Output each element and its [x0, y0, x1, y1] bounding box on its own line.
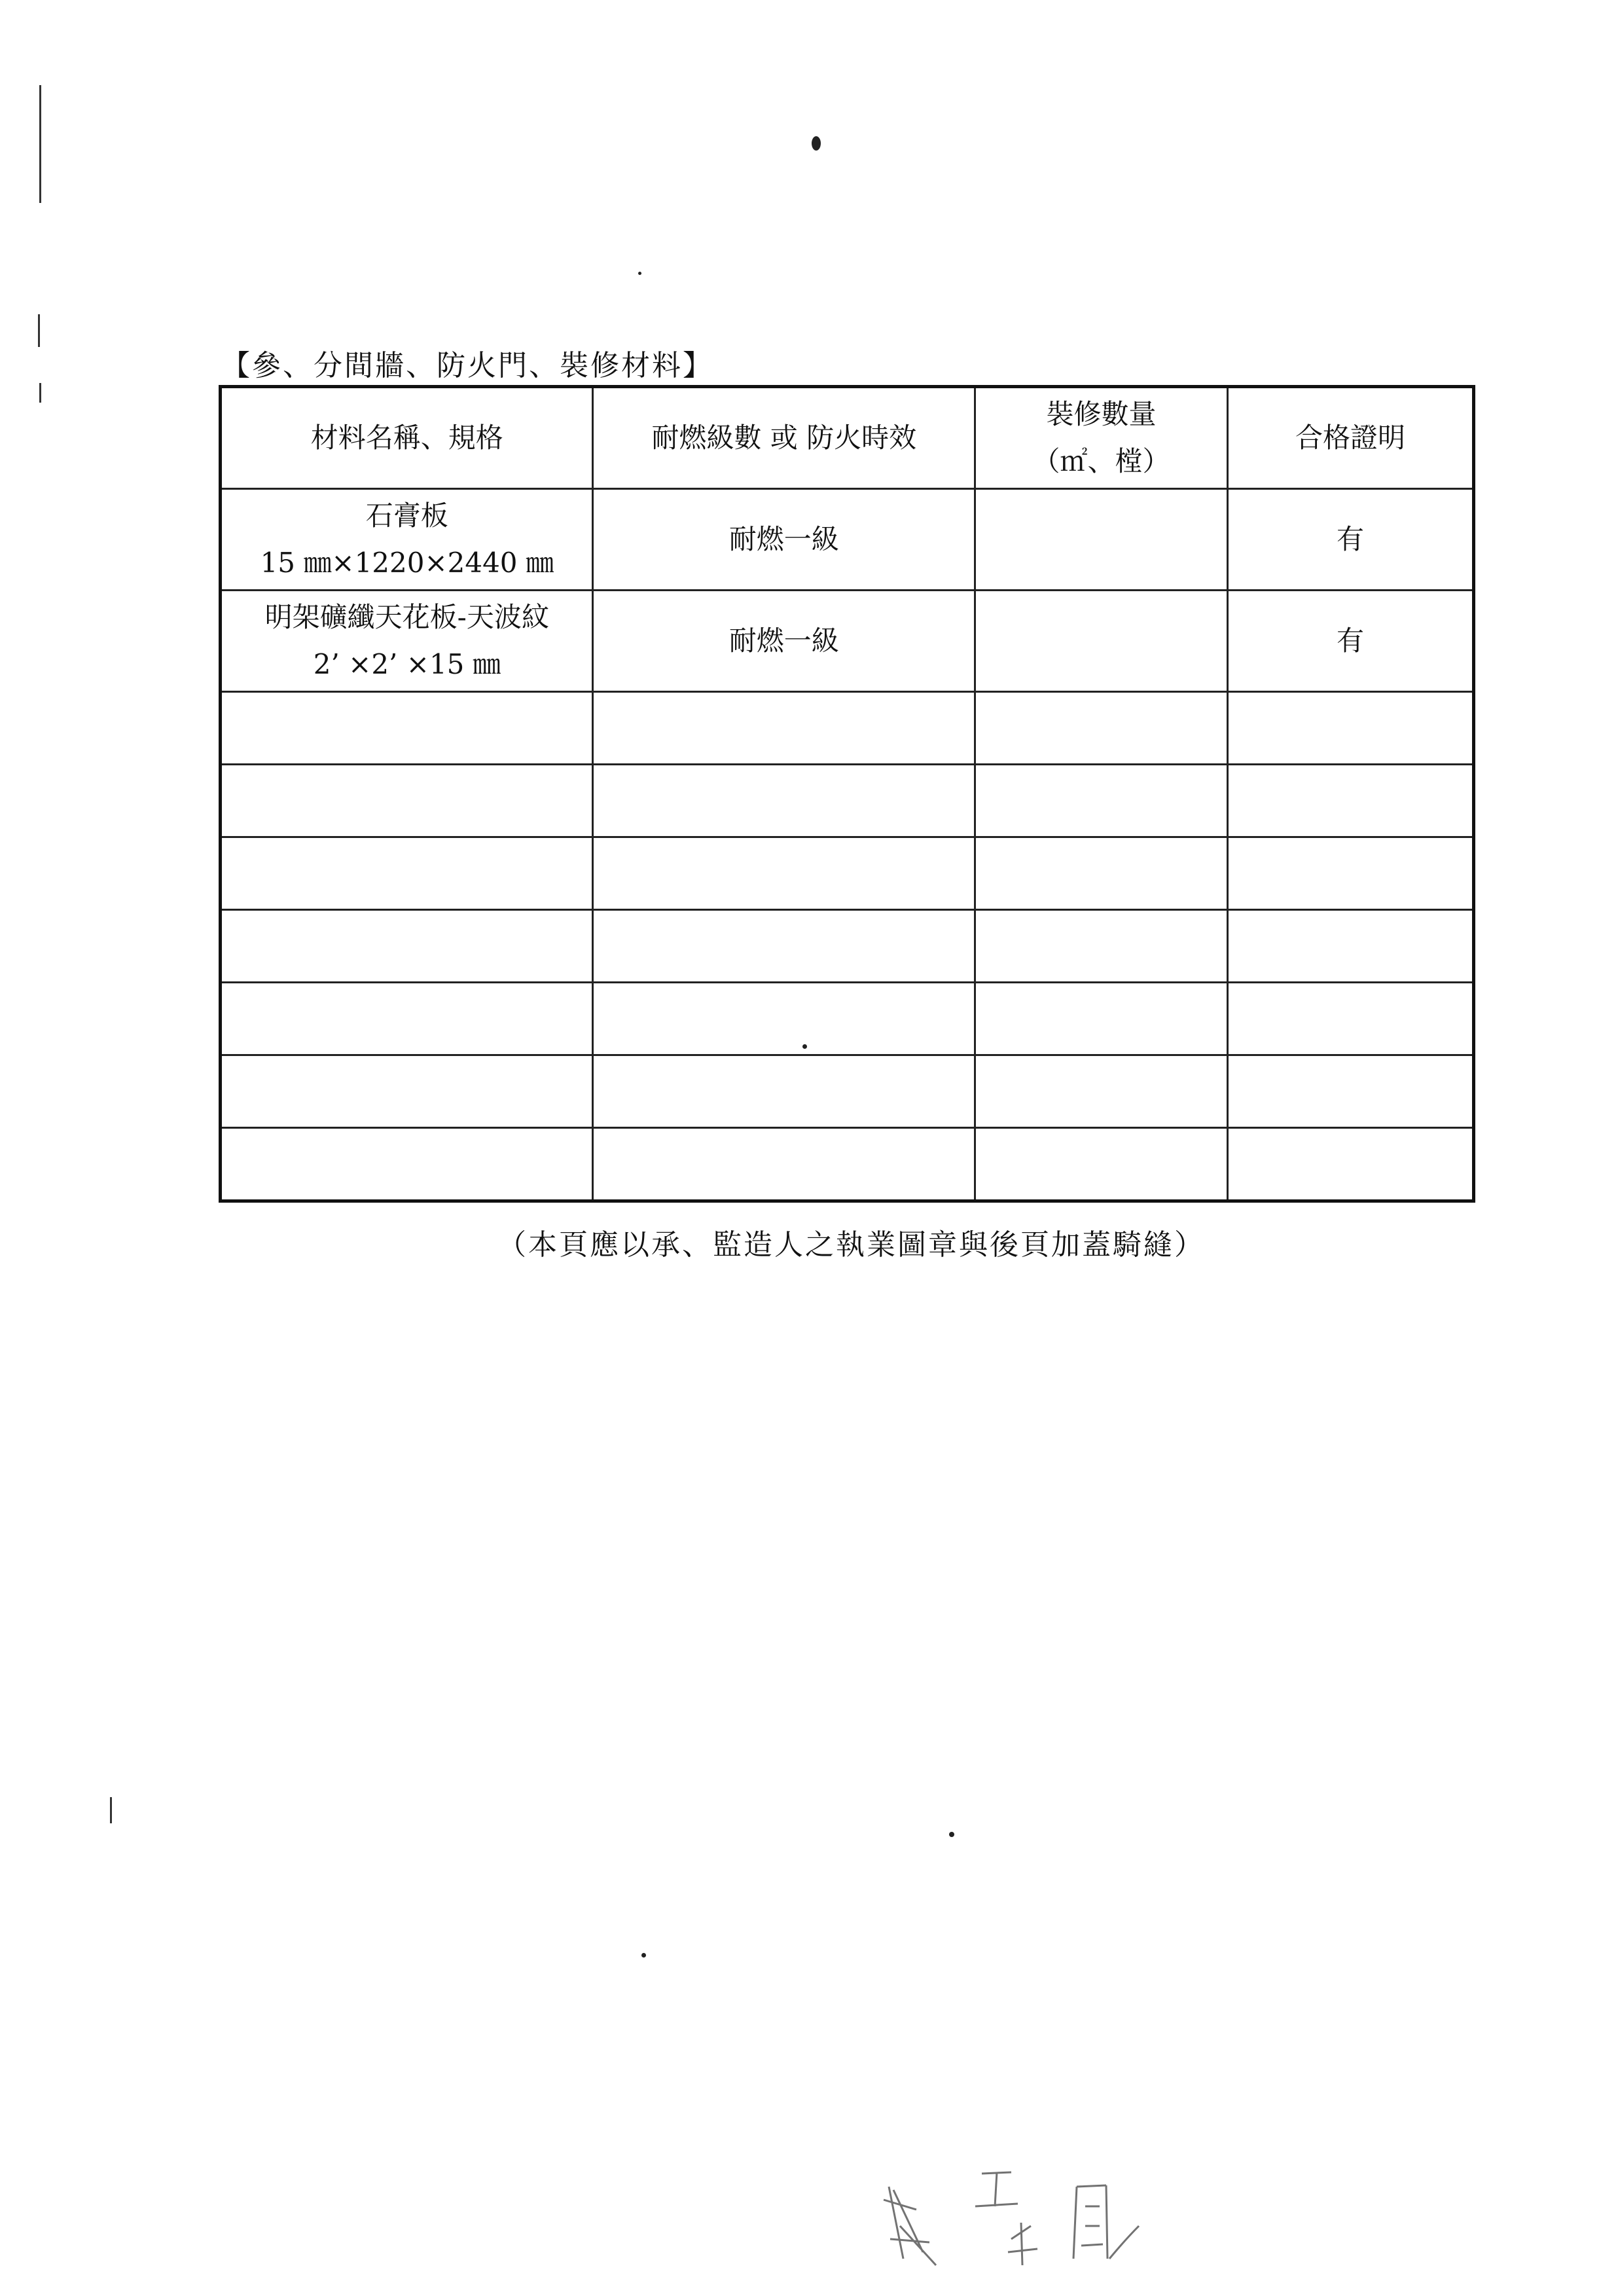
empty-row: [221, 692, 1474, 765]
empty-cell: [975, 692, 1228, 765]
header-quantity: [975, 387, 1228, 489]
empty-cell: [975, 910, 1228, 983]
empty-cell: [593, 1128, 975, 1201]
quantity-cell: [975, 489, 1228, 591]
quantity-cell: [975, 591, 1228, 692]
rating-cell: 耐燃一級: [593, 489, 975, 591]
empty-cell: [1228, 1128, 1474, 1201]
empty-cell: [221, 910, 593, 983]
empty-cell: [1228, 983, 1474, 1055]
empty-cell: [593, 837, 975, 910]
empty-cell: [221, 837, 593, 910]
empty-row: [221, 910, 1474, 983]
materials-table: [219, 385, 1475, 1203]
seal-stamp-partial: [877, 2160, 1159, 2278]
table-row: [221, 591, 1474, 692]
section-title: 【參、分間牆、防火門、裝修材料】: [221, 349, 713, 382]
empty-cell: [593, 765, 975, 837]
empty-cell: [1228, 765, 1474, 837]
header-quantity-line1: 裝修數量: [1046, 398, 1157, 430]
scan-speck: [949, 1832, 954, 1837]
table-row: [221, 489, 1474, 591]
header-quantity-line2: （㎡、樘）: [1032, 445, 1170, 477]
material-spec: 2’ ×2’ ×15 ㎜: [313, 648, 501, 680]
empty-cell: [1228, 1055, 1474, 1128]
empty-row: [221, 765, 1474, 837]
material-name: 石膏板: [365, 500, 448, 532]
scan-edge-mark: [39, 85, 41, 203]
scan-edge-mark: [39, 383, 41, 403]
header-material: 材料名稱、規格: [221, 387, 593, 489]
material-spec: 15 ㎜×1220×2440 ㎜: [260, 547, 554, 579]
header-rating: 耐燃級數 或 防火時效: [593, 387, 975, 489]
material-name: 明架礦纖天花板-天波紋: [264, 601, 549, 633]
table-header-row: [221, 387, 1474, 489]
empty-cell: [593, 983, 975, 1055]
empty-cell: [1228, 910, 1474, 983]
footnote: （本頁應以承、監造人之執業圖章與後頁加蓋騎縫）: [497, 1228, 1205, 1262]
material-cell: [221, 591, 593, 692]
empty-cell: [975, 765, 1228, 837]
empty-cell: [221, 1128, 593, 1201]
empty-cell: [593, 1055, 975, 1128]
empty-cell: [975, 1128, 1228, 1201]
scan-speck: [641, 1953, 646, 1958]
empty-row: [221, 1055, 1474, 1128]
empty-cell: [593, 692, 975, 765]
empty-cell: [221, 1055, 593, 1128]
empty-cell: [593, 910, 975, 983]
empty-cell: [1228, 837, 1474, 910]
material-cell: [221, 489, 593, 591]
empty-cell: [221, 765, 593, 837]
empty-cell: [975, 1055, 1228, 1128]
empty-cell: [975, 837, 1228, 910]
rating-cell: 耐燃一級: [593, 591, 975, 692]
scan-edge-mark: [110, 1797, 112, 1823]
certificate-cell: 有: [1228, 489, 1474, 591]
header-certificate: 合格證明: [1228, 387, 1474, 489]
scan-edge-mark: [38, 314, 40, 347]
empty-row: [221, 1128, 1474, 1201]
empty-row: [221, 983, 1474, 1055]
certificate-cell: 有: [1228, 591, 1474, 692]
empty-cell: [975, 983, 1228, 1055]
scan-speck: [812, 136, 821, 151]
empty-cell: [221, 692, 593, 765]
empty-cell: [1228, 692, 1474, 765]
empty-row: [221, 837, 1474, 910]
empty-cell: [221, 983, 593, 1055]
scan-speck: [638, 272, 641, 275]
